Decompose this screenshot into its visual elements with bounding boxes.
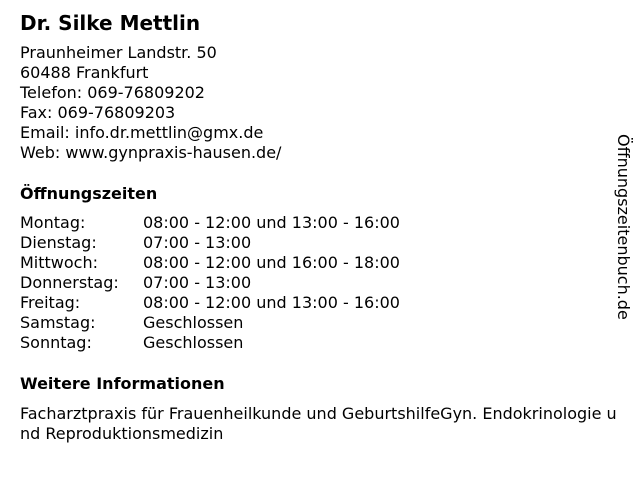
hours-row-friday — [20, 293, 460, 313]
address-street: Praunheimer Landstr. 50 — [20, 43, 217, 62]
hours-day: Samstag: — [20, 313, 96, 332]
hours-row-tuesday — [20, 233, 460, 253]
hours-row-wednesday — [20, 253, 460, 273]
hours-day: Sonntag: — [20, 333, 92, 352]
fax-number: Fax: 069-76809203 — [20, 103, 176, 122]
hours-row-monday — [20, 213, 460, 233]
hours-day: Mittwoch: — [20, 253, 98, 272]
hours-day: Freitag: — [20, 293, 81, 312]
phone-number: Telefon: 069-76809202 — [20, 83, 205, 102]
contact-block — [20, 43, 281, 163]
hours-time: 07:00 - 13:00 — [143, 273, 252, 292]
hours-day: Montag: — [20, 213, 86, 232]
hours-table — [20, 213, 460, 353]
page-title: Dr. Silke Mettlin — [20, 11, 201, 35]
hours-row-thursday — [20, 273, 460, 293]
email-address: Email: info.dr.mettlin@gmx.de — [20, 123, 264, 142]
info-heading: Weitere Informationen — [20, 374, 225, 393]
hours-time: 07:00 - 13:00 — [143, 233, 252, 252]
hours-time: 08:00 - 12:00 und 13:00 - 16:00 — [143, 213, 400, 232]
hours-time: Geschlossen — [143, 313, 244, 332]
address-city: 60488 Frankfurt — [20, 63, 149, 82]
hours-time: 08:00 - 12:00 und 13:00 - 16:00 — [143, 293, 400, 312]
hours-time: 08:00 - 12:00 und 16:00 - 18:00 — [143, 253, 400, 272]
hours-day: Dienstag: — [20, 233, 97, 252]
hours-row-sunday — [20, 333, 460, 353]
hours-day: Donnerstag: — [20, 273, 119, 292]
info-text: Facharztpraxis für Frauenheilkunde und GeburtshilfeGyn. Endokrinologie und Reproduktionsmedizin — [20, 404, 617, 443]
watermark — [613, 134, 633, 364]
website: Web: www.gynpraxis-hausen.de/ — [20, 143, 282, 162]
watermark-text: Öffnungszeitenbuch.de — [614, 134, 633, 320]
hours-heading: Öffnungszeiten — [20, 184, 158, 203]
hours-row-saturday — [20, 313, 460, 333]
hours-time: Geschlossen — [143, 333, 244, 352]
